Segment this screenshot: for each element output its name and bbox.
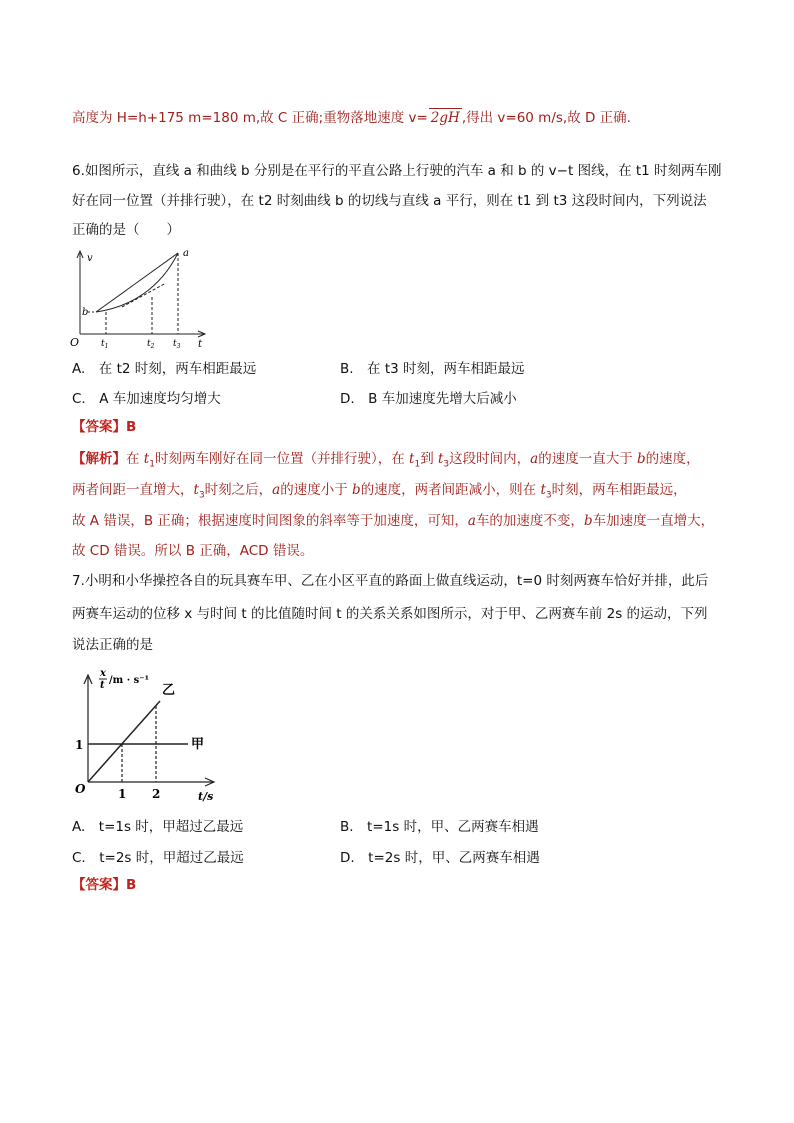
q6-answer-tag: 【答案】: [72, 419, 126, 435]
q6-v-label: v: [87, 253, 93, 264]
q6-analysis-line-2: 两者间距一直增大，$t_3$时刻之后，a的速度小于 b的速度，两者间距减小，则在 $t_3$时刻，两车相距最远，: [72, 482, 687, 501]
q7-stem-line-1: 7.小明和小华操控各自的玩具赛车甲、乙在小区平直的路面上做直线运动，t=0 时刻两赛车恰好并排，此后: [72, 573, 709, 589]
q7-stem-line-3: 说法正确的是: [72, 637, 153, 653]
q6-vt-graph: [70, 245, 220, 351]
prev-solution-tail: [72, 108, 631, 127]
q6-b-label: b: [82, 307, 89, 318]
prev-solution-text-2: ,得出 v=60 m/s,故 D 正确.: [461, 110, 631, 126]
q6-option-b[interactable]: B. 在 t3 时刻，两车相距最远: [340, 361, 525, 377]
q6-option-c[interactable]: C. A 车加速度均匀增大: [72, 391, 221, 407]
q6-stem-line-2: 好在同一位置（并排行驶），在 t2 时刻曲线 b 的切线与直线 a 平行，则在 t1 到 t3 这段时间内，下列说法: [72, 193, 707, 209]
q6-analysis-line-4: 故 CD 错误。所以 B 正确，ACD 错误。: [72, 543, 314, 559]
q7-answer-value: B: [126, 877, 137, 893]
q6-analysis-line-3: 故 A 错误，B 正确；根据速度时间图象的斜率等于加速度，可知，a车的加速度不变，b车加速度一直增大，: [72, 513, 715, 529]
q6-t1-label: $t_1$: [101, 339, 109, 350]
q6-stem-line-1: 6.如图所示，直线 a 和曲线 b 分别是在平行的平直公路上行驶的汽车 a 和 b 的 v−t 图线，在 t1 时刻两车刚: [72, 163, 722, 179]
q7-option-a[interactable]: A. t=1s 时，甲超过乙最远: [72, 819, 244, 835]
q6-stem-line-3: 正确的是（ ）: [72, 222, 180, 238]
q6-t-label: t: [198, 339, 203, 350]
q7-stem-line-2: 两赛车运动的位移 x 与时间 t 的比值随时间 t 的关系关系如图所示，对于甲、乙两赛车前 2s 的运动，下列: [72, 606, 708, 622]
q6-answer-value: B: [126, 419, 137, 435]
q7-x-axis-label: t/s: [198, 790, 214, 803]
sqrt-expression: 2gH: [430, 110, 460, 126]
q6-answer: [72, 418, 136, 436]
q7-answer-tag: 【答案】: [72, 877, 126, 893]
q7-ylabel-unit: /m · s⁻¹: [109, 675, 149, 686]
q7-x-tick-1: 1: [118, 787, 127, 801]
prev-solution-text-1: 高度为 H=h+175 m=180 m,故 C 正确;重物落地速度 v=: [72, 110, 428, 126]
q7-yi-label: 乙: [162, 683, 176, 698]
q7-jia-label: 甲: [191, 737, 205, 752]
q7-line-yi: [88, 701, 160, 782]
q7-answer: [72, 876, 136, 894]
q6-analysis-tag: 【解析】: [72, 451, 126, 467]
q7-ylabel-den: t: [100, 680, 105, 691]
q6-origin-label: O: [70, 336, 80, 349]
q6-option-a[interactable]: A. 在 t2 时刻，两车相距最远: [72, 361, 257, 377]
q7-option-b[interactable]: B. t=1s 时，甲、乙两赛车相遇: [340, 819, 539, 835]
q6-option-d[interactable]: D. B 车加速度先增大后减小: [340, 391, 517, 407]
q7-x-tick-2: 2: [152, 787, 161, 801]
q6-t2-label: $t_2$: [147, 339, 155, 350]
q7-option-d[interactable]: D. t=2s 时，甲、乙两赛车相遇: [340, 850, 540, 866]
q6-a-label: a: [183, 248, 189, 259]
q7-ylabel-num: x: [100, 668, 106, 679]
q7-xt-graph: [70, 665, 230, 805]
q6-t3-label: $t_3$: [173, 339, 181, 350]
q7-origin-label: O: [75, 782, 86, 796]
q7-option-c[interactable]: C. t=2s 时，甲超过乙最远: [72, 850, 244, 866]
q6-analysis-line-1: 【解析】在 $t_1$时刻两车刚好在同一位置（并排行驶），在 $t_1$到 $t_3$这段时间内，a的速度一直大于 b的速度，: [72, 451, 700, 470]
q6-line-a: [96, 253, 178, 312]
q6-tangent-line: [122, 283, 166, 307]
q7-y-tick-1: 1: [75, 738, 84, 752]
